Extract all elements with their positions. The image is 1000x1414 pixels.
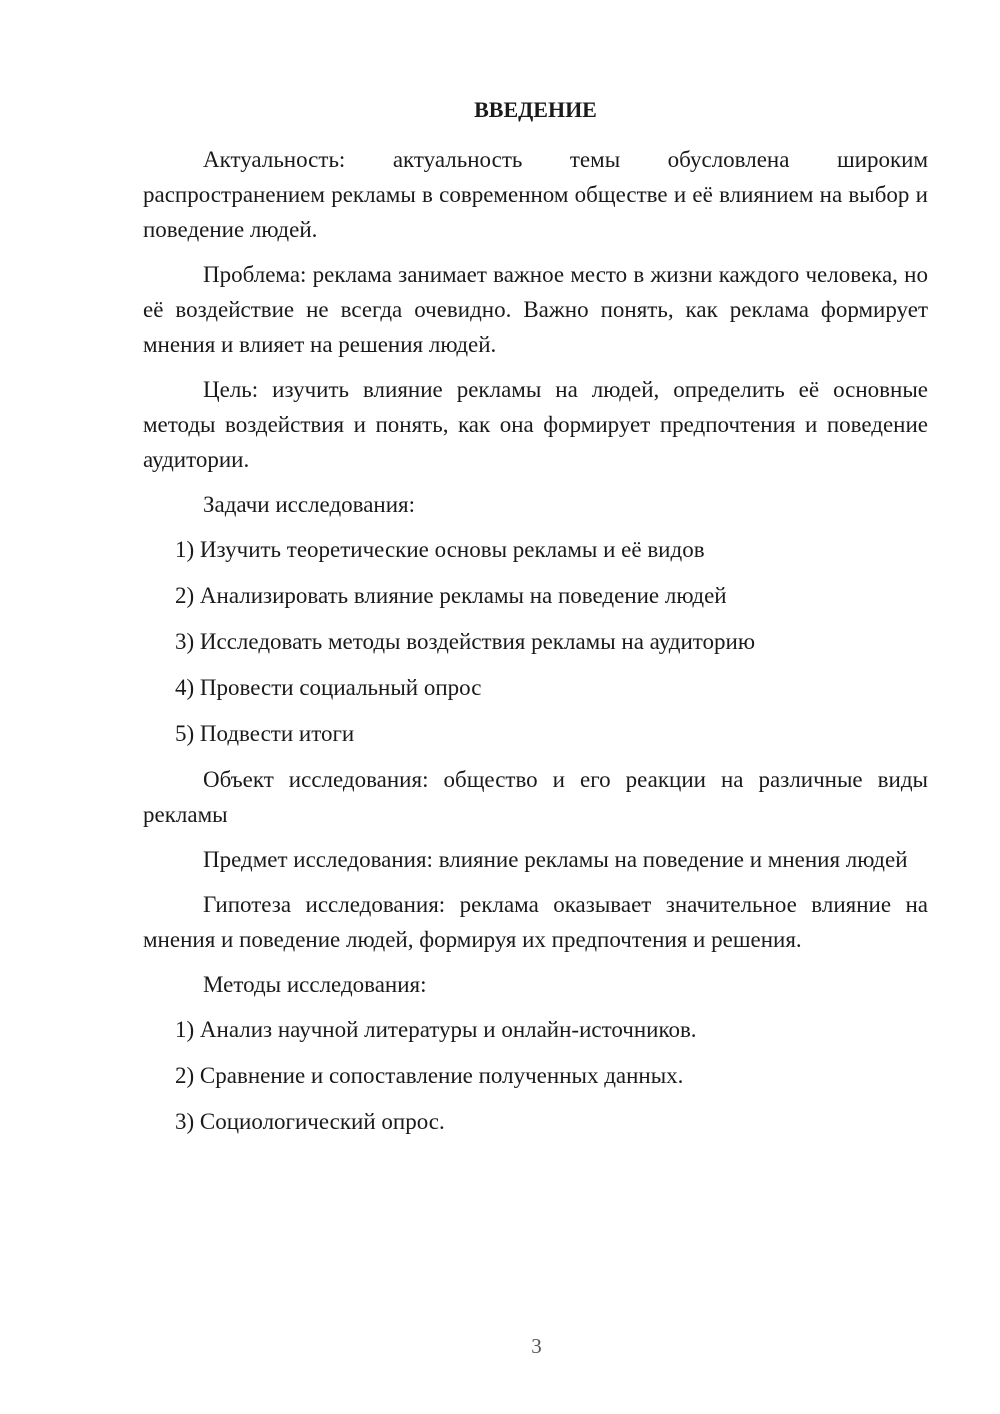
paragraph-object: Объект исследования: общество и его реакции на различные виды рекламы <box>143 767 928 827</box>
list-item: 3) Исследовать методы воздействия рекламы на аудиторию <box>175 629 756 654</box>
methods-label: Методы исследования: <box>203 972 427 997</box>
paragraph-goal: Цель: изучить влияние рекламы на людей, определить её основные методы воздействия и понять, как она формирует предпочтения и поведение аудитории. <box>143 377 928 472</box>
paragraph-hypothesis: Гипотеза исследования: реклама оказывает значительное влияние на мнения и поведение людей, формируя их предпочтения и решения. <box>143 892 928 952</box>
list-item: 2) Анализировать влияние рекламы на поведение людей <box>175 583 727 608</box>
list-item: 2) Сравнение и сопоставление полученных данных. <box>175 1063 684 1088</box>
page-number: 3 <box>531 1334 542 1358</box>
paragraph-relevance: Актуальность: актуальность темы обусловлена широким распространением рекламы в современном обществе и её влиянием на выбор и поведение людей. <box>143 147 928 242</box>
list-item: 3) Социологический опрос. <box>175 1109 445 1134</box>
paragraph-problem: Проблема: реклама занимает важное место в жизни каждого человека, но её воздействие не всегда очевидно. Важно понять, как реклама формирует мнения и влияет на решения людей. <box>143 262 928 357</box>
section-title: ВВЕДЕНИЕ <box>474 97 597 122</box>
methods-list <box>143 1012 928 1139</box>
list-item: 4) Провести социальный опрос <box>175 675 482 700</box>
tasks-label: Задачи исследования: <box>203 492 416 517</box>
list-item: 5) Подвести итоги <box>175 721 355 746</box>
tasks-list <box>143 532 928 751</box>
list-item: 1) Анализ научной литературы и онлайн-источников. <box>175 1017 697 1042</box>
list-item: 1) Изучить теоретические основы рекламы и её видов <box>175 537 705 562</box>
page-content <box>143 94 928 1150</box>
paragraph-subject: Предмет исследования: влияние рекламы на поведение и мнения людей <box>203 847 908 872</box>
